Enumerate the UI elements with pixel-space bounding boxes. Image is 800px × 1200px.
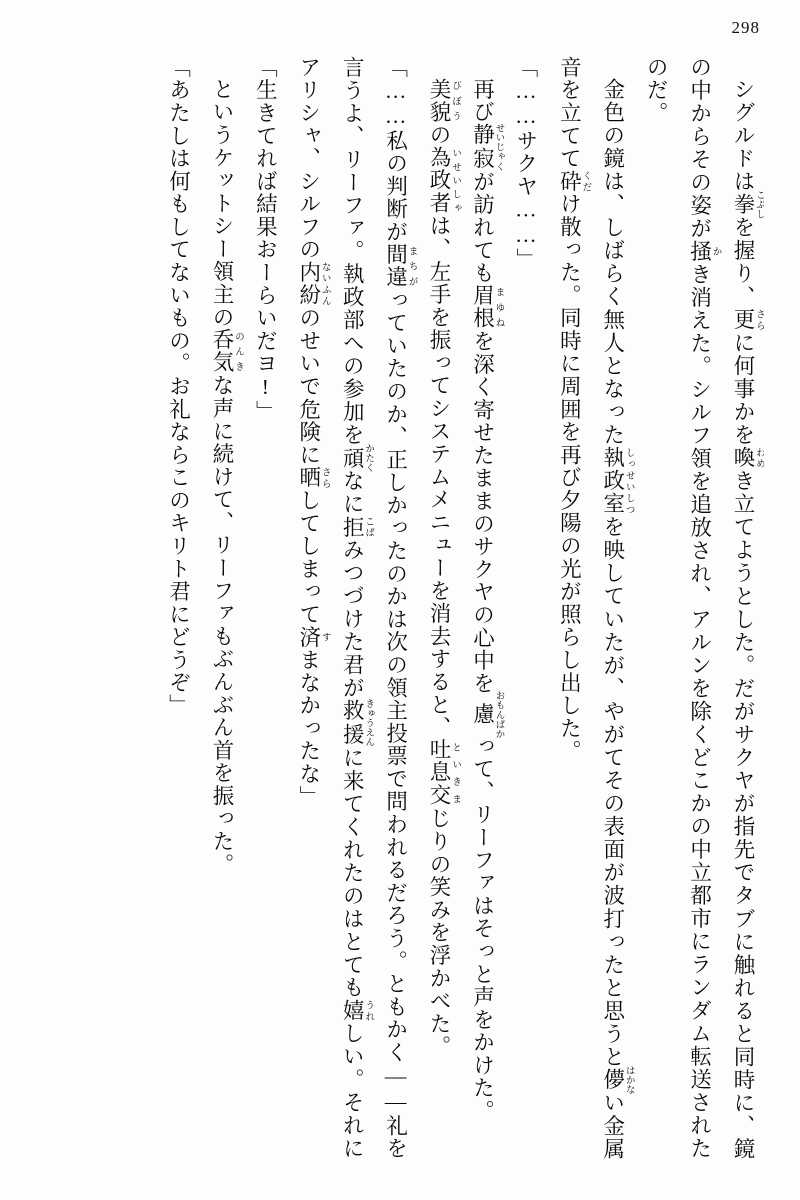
- em-dash: ――: [383, 1063, 408, 1115]
- ruby-mayune: 眉根 まゆね: [470, 283, 504, 330]
- paragraph-dialogue: 「あたしは何もしてないもの。お礼ならこのキリト君にどうぞ」: [166, 56, 191, 717]
- paragraph-dialogue: 「……私の判断が間違 まちがっていたのか、正しかったのかは次の領主投票で問われるだろう。ともかく――礼を言うよ、リーファ。執政部への参加を頑 かたくなに拒 こばみつづけた君が救援 きゅうえんに来てくれたのはとても嬉 うれしい。それにアリシャ、シルフの内紛 ないふんのせいで危険に晒 さらしてしまって済 すまなかったな」: [296, 56, 417, 1160]
- ruby-ure: 嬉 うれ: [340, 999, 374, 1023]
- ruby-kataku: 頑 かたく: [340, 443, 374, 473]
- ruby-wame: 喚 わめ: [731, 446, 764, 470]
- ruby-nonki: 呑気 のんき: [209, 328, 243, 374]
- ruby-bibou: 美貌 びぼう: [427, 77, 461, 124]
- paragraph: シグルドは拳 こぶしを握り、更 さらに何事かを喚 わめき立てようとした。だがサクヤが指先でタブに触れると同時に、鏡の中からその姿が掻 かき消えた。シルフ領を追放され、アルンを除くどこかの中立都市にランダム転送されたのだ。: [644, 56, 764, 1160]
- ruby-iseisha: 為政者 いせいしゃ: [427, 145, 461, 215]
- ruby-kuda: 砕 くだ: [557, 169, 591, 193]
- paragraph: 美貌 びぼうの為政者 いせいしゃは、左手を振ってシステムメニューを消去すると、吐息交 といきまじりの笑みを浮かべた。: [427, 77, 461, 1058]
- paragraph-dialogue: 「生きてれば結果おーらいだヨ!」: [253, 56, 278, 424]
- ruby-su: 済 す: [296, 625, 330, 649]
- page-body-text: [30, 56, 764, 1160]
- ruby-sara2: 晒 さら: [296, 466, 330, 490]
- ruby-hakana: 儚 はかな: [600, 1065, 634, 1094]
- ruby-kyuuen: 救援 きゅうえん: [340, 698, 374, 748]
- ruby-seijaku: 静寂 せいじゃく: [470, 122, 504, 171]
- paragraph: 再び静寂 せいじゃくが訪れても眉根 まゆねを深く寄せたままのサクヤの心中を慮 おもんぱかって、リーファはそっと声をかけた。: [470, 77, 504, 1122]
- paragraph-dialogue: 「……サクヤ……」: [513, 56, 538, 272]
- ruby-ka: 掻 か: [687, 240, 721, 264]
- ruby-toikima: 吐息交 といきま: [427, 738, 461, 807]
- ruby-machiga: 間違 まちが: [383, 243, 417, 289]
- ruby-sara: 更 さら: [731, 307, 764, 331]
- ruby-naifun: 内紛 ないふん: [296, 261, 330, 307]
- ruby-omonpaka: 慮 おもんぱか: [470, 690, 504, 739]
- ruby-shisseishitsu: 執政室 しっせいしつ: [600, 446, 634, 516]
- paragraph: 金色の鏡は、しばらく無人となった執政室 しっせいしつを映していたが、やがてその表面が波打ったと思うと儚 はかない金属音を立てて砕 くだけ散った。同時に周囲を再び夕陽の光が照らし出した。: [557, 56, 634, 1160]
- ruby-kobushi: 拳 こぶし: [731, 189, 764, 219]
- ruby-koba: 拒 こば: [340, 515, 374, 539]
- page-number: 298: [731, 18, 760, 37]
- paragraph: というケットシー領主の呑気 のんきな声に続けて、リーファもぶんぶん首を振った。: [209, 77, 243, 876]
